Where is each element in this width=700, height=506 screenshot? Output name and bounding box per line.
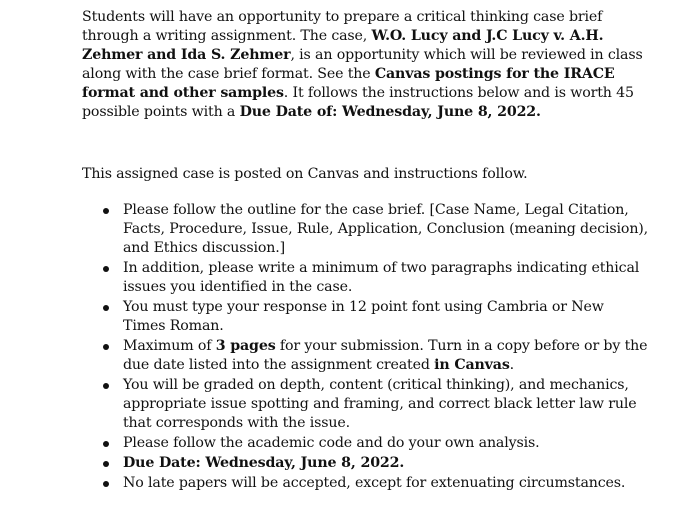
due-date-bold: Due Date: Wednesday, June 8, 2022. (123, 455, 405, 471)
in-canvas-bold: in Canvas (434, 357, 510, 373)
canvas-postings-note: Canvas postings for the IRACE format and other samples (82, 66, 615, 101)
intro-text-2: , is an opportunity which will be reviewed in class along with the case brief format. See the (82, 47, 643, 82)
list-item-page-limit (123, 337, 650, 375)
assigned-case-note: This assigned case is posted on Canvas and instructions follow. (82, 166, 528, 182)
page-limit-text-2: for your submission. Turn in a copy before or by the due date listed into the assignment created (123, 338, 648, 373)
list-item-outline: Please follow the outline for the case brief. [Case Name, Legal Citation, Facts, Procedure, Issue, Rule, Application, Conclusion (meaning decision), and Ethics discussion.] (123, 202, 649, 256)
list-item-ethics-paragraphs: In addition, please write a minimum of two paragraphs indicating ethical issues you identified in the case. (123, 259, 650, 297)
case-name: W.O. Lucy and J.C Lucy v. A.H. Zehmer and Ida S. Zehmer (82, 28, 604, 63)
page-limit-text-1: Maximum of (123, 338, 216, 354)
list-item-font-requirement: You must type your response in 12 point font using Cambria or New Times Roman. (123, 298, 650, 336)
page-limit-text-3: . (509, 357, 515, 373)
list-item-due-date (123, 454, 650, 473)
intro-due-date: Due Date of: Wednesday, June 8, 2022. (239, 104, 541, 120)
list-item-academic-code: Please follow the academic code and do your own analysis. (123, 434, 650, 453)
intro-paragraph (82, 8, 650, 122)
intro-text-3: . It follows the instructions below and is worth 45 possible points with a (82, 85, 634, 120)
list-item-late-papers: No late papers will be accepted, except for extenuating circumstances. (123, 474, 650, 493)
page-limit-bold: 3 pages (215, 338, 276, 354)
intro-text-1: Students will have an opportunity to prepare a critical thinking case brief through a writing assignment. The case, (82, 9, 603, 44)
list-item-grading: You will be graded on depth, content (critical thinking), and mechanics, appropriate issue spotting and framing, and correct black letter law rule that corresponds with the issue. (123, 376, 650, 433)
instructions-list (82, 201, 650, 493)
